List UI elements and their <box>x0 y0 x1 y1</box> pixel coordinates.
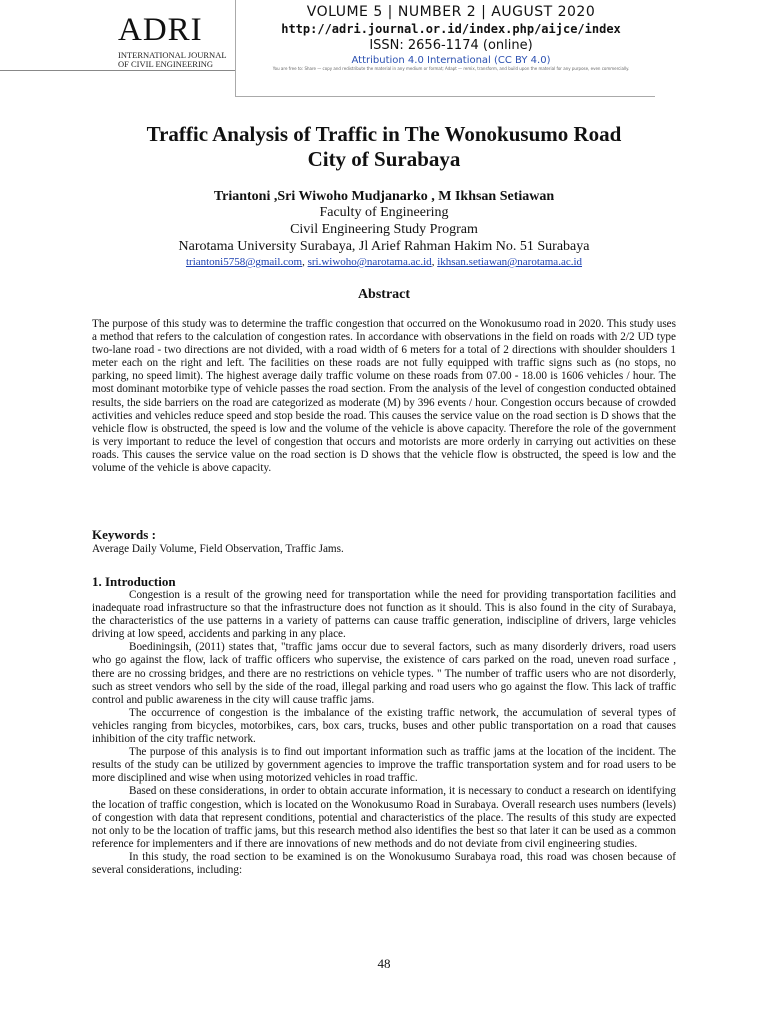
logo-text: ADRI <box>118 12 203 48</box>
email-link-2[interactable]: sri.wiwoho@narotama.ac.id <box>307 256 432 268</box>
journal-header <box>0 0 768 100</box>
author-emails <box>92 256 676 268</box>
page-number: 48 <box>377 956 391 971</box>
affiliation-faculty: Faculty of Engineering <box>319 205 449 220</box>
intro-paragraph: In this study, the road section to be examined is on the Wonokusumo Surabaya road, this road was chosen because of several considerations, including: <box>92 850 676 876</box>
intro-paragraph: The occurrence of congestion is the imbalance of the existing traffic network, the accumulation of several types of vehicles ranging from bicycles, motorbikes, cars, box cars, trucks, buses and other public transportation on a road that causes inhibition of the city traffic network. <box>92 706 676 746</box>
journal-url[interactable]: http://adri.journal.or.id/index.php/aijce/index <box>281 22 621 36</box>
title-line-1: Traffic Analysis of Traffic in The Wonokusumo Road <box>146 122 622 146</box>
email-link-3[interactable]: ikhsan.setiawan@narotama.ac.id <box>437 256 583 268</box>
logo-subtitle-1: INTERNATIONAL JOURNAL <box>118 50 227 60</box>
abstract-heading: Abstract <box>357 287 411 302</box>
paper-title <box>92 122 676 172</box>
intro-paragraph: The purpose of this analysis is to find out important information such as traffic jams at the location of the incident. The results of the study can be utilized by government agencies to improve the traffic transportation system and for road users to be more disciplined and wise when using motorized vehicles in road traffic. <box>92 746 676 785</box>
intro-paragraph: Boediningsih, (2011) states that, "traffic jams occur due to several factors, such as many disorderly drivers, road users who go against the flow, lack of traffic officers who supervise, the existence of cars parked on the road, uneven road surface , there are no crossing bridges, and there are no restrictions on vehicle types. " The number of traffic users who are not disorderly, such as street vendors who sell by the side of the road, illegal parking and road users who go against the flow. This lack of traffic control and public awareness in the city will cause traffic jams. <box>92 641 676 706</box>
section-heading-introduction: 1. Introduction <box>92 574 176 589</box>
introduction-body <box>92 589 676 877</box>
intro-paragraph: Congestion is a result of the growing need for transportation while the need for providing transportation facilities and inadequate road infrastructure so that the infrastructure does not function as it should. This is also found in the city of Surabaya, the characteristics of the use patterns in a variety of patterns can cause traffic generation, indiscipline of drivers, large vehicles driving at low speed, accidents and parking in any place. <box>92 589 676 641</box>
affiliation-program: Civil Engineering Study Program <box>290 222 478 237</box>
email-separator: , <box>302 256 308 268</box>
keywords-heading: Keywords : <box>92 527 156 542</box>
header-bottom-rule <box>235 96 655 97</box>
email-link-1[interactable]: triantoni5758@gmail.com <box>185 256 303 268</box>
license-link[interactable]: Attribution 4.0 International (CC BY 4.0) <box>351 55 551 66</box>
email-separator: , <box>431 256 438 268</box>
abstract-text: The purpose of this study was to determine the traffic congestion that occurred on the Wonokusumo road in 2020. This study uses a method that refers to the calculation of congestion rates. In accordance with observations in the field on roads with 2/2 UD type two-lane road - two directions are not divided, with a road width of 6 meters for a total of 2 directions with shoulder shoulders 1 meter each on the right and left. The facilities on these roads are not fully equipped with traffic signs such as (no stops, no parking, no speed limit). The highest average daily traffic volume on these roads from 07.00 - 18.00 is 1606 vehicles / hour. The most dominant motorbike type of vehicle passes the road section. From the analysis of the level of congestion conducted obtained results, the side barriers on the road are categorized as moderate (M) by 396 events / hour. Congestion occurs because of crowded activities and vehicles reduce speed and stop beside the road. This causes the service value on the road section is D shows that the vehicle flow is obstructed, the speed is low and the volume of the vehicle is above capacity. Therefore the role of the government is very important to reduce the level of congestion that occurs and motorists are more orderly in carrying out activities on these roads. This causes the service value on the road section is D shows that the vehicle flow is obstructed, the speed is low and the volume of the vehicle is above capacity. <box>92 318 676 475</box>
issn: ISSN: 2656-1174 (online) <box>369 38 533 53</box>
volume-line: VOLUME 5 | NUMBER 2 | AUGUST 2020 <box>306 4 596 20</box>
authors: Triantoni ,Sri Wiwoho Mudjanarko , M Ikhsan Setiawan <box>213 189 555 204</box>
journal-logo <box>92 6 230 72</box>
header-divider <box>0 70 235 71</box>
keywords-text: Average Daily Volume, Field Observation, Traffic Jams. <box>92 543 344 555</box>
affiliation-university: Narotama University Surabaya, Jl Arief Rahman Hakim No. 51 Surabaya <box>178 239 590 254</box>
logo-subtitle-2: OF CIVIL ENGINEERING <box>118 59 214 69</box>
license-fine-print: You are free to: Share — copy and redistribute the material in any medium or format; Adapt — remix, transform, and build upon the material for any purpose, even commercially. <box>272 66 630 71</box>
intro-paragraph: Based on these considerations, in order to obtain accurate information, it is necessary to conduct a research on identifying the location of traffic congestion, which is located on the Wonokusumo Road in Surabaya. Overall research uses numbers (levels) of congestion with data that represent conditions, potential and characteristics of the place. The results of this study are expected not only to be the location of traffic jams, but this research method also identifies the best so that later it can be used as a common reference for implementers and if there are innovations of new methods and do not deviate from civil engineering studies. <box>92 785 676 850</box>
title-line-2: City of Surabaya <box>307 147 461 171</box>
